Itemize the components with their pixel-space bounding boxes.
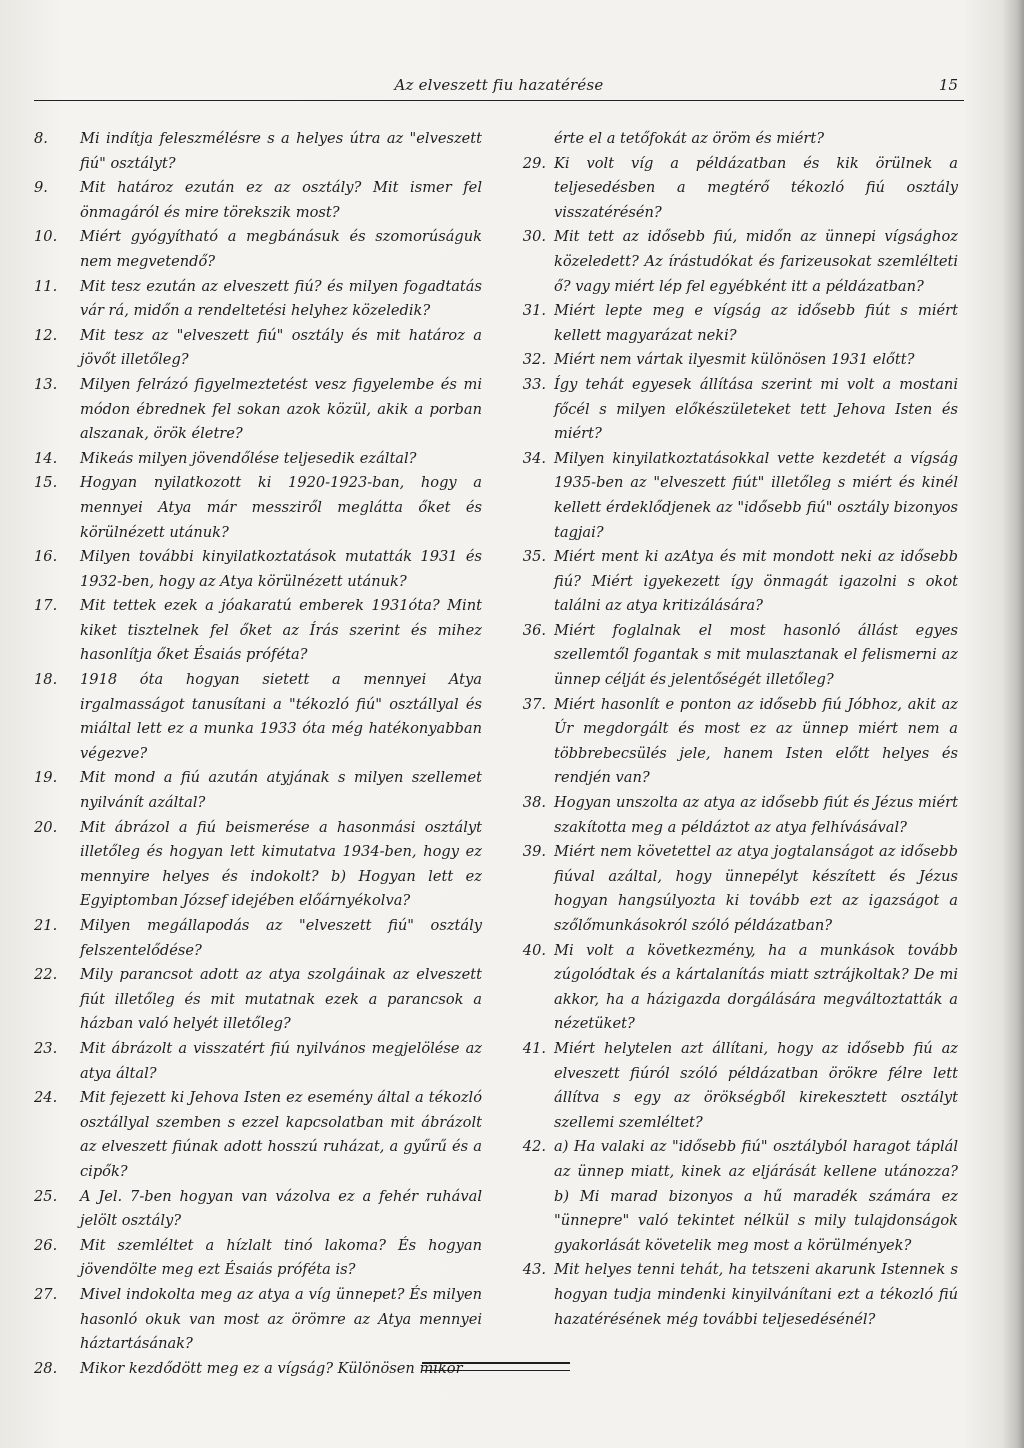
question-text: Mit mond a fiú azután atyjának s milyen szellemet nyilvánít azáltal? xyxy=(80,769,482,812)
question-item xyxy=(34,1357,482,1382)
question-item xyxy=(34,1185,482,1234)
question-item xyxy=(508,545,958,619)
question-text: A Jel. 7-ben hogyan van vázolva ez a fehér ruhával jelölt osztály? xyxy=(80,1187,482,1230)
question-item xyxy=(34,1037,482,1086)
question-item xyxy=(508,447,958,545)
question-number: 22. xyxy=(34,966,58,984)
question-number: 11. xyxy=(34,277,58,295)
question-text: Mit ábrázolt a visszatért fiú nyilvános megjelölése az atya által? xyxy=(80,1039,482,1082)
question-item xyxy=(34,176,482,225)
question-item xyxy=(508,791,958,840)
question-text: Mikeás milyen jövendőlése teljesedik ezáltal? xyxy=(80,449,417,467)
question-item xyxy=(34,373,482,447)
question-item xyxy=(34,1283,482,1357)
question-number: 37. xyxy=(522,695,546,713)
question-item xyxy=(508,939,958,1037)
question-text: Mit helyes tenni tehát, ha tetszeni akarunk Istennek s hogyan tudja mindenki kinyilvánítani ezt a tékozló fiú hazatérésének még további teljesedésénél? xyxy=(554,1261,958,1328)
question-item xyxy=(34,225,482,274)
question-item xyxy=(508,840,958,938)
question-text: Milyen kinyilatkoztatásokkal vette kezdetét a vígság 1935-ben az "elveszett fiút" illetőleg s miért és kinél kellett érdeklődjenek az "idősebb fiú" osztály bizonyos tagjai? xyxy=(554,449,958,541)
question-item xyxy=(508,152,958,226)
footer-rule xyxy=(422,1362,570,1371)
question-number: 15. xyxy=(34,474,58,492)
question-text: Mi volt a következmény, ha a munkások tovább zúgolódtak és a kártalanítás miatt sztrájkoltak? De mi akkor, ha a házigazda dorgálására megváltoztatták a nézetüket? xyxy=(554,941,958,1033)
right-column xyxy=(508,127,958,1332)
question-item xyxy=(34,275,482,324)
question-item xyxy=(34,766,482,815)
question-number: 42. xyxy=(522,1138,546,1156)
question-text: Mi indítja feleszmélésre s a helyes útra az "elveszett fiú" osztályt? xyxy=(80,130,482,172)
question-text: érte el a tetőfokát az öröm és miért? xyxy=(554,130,825,147)
question-item xyxy=(508,299,958,348)
question-number: 19. xyxy=(34,769,58,787)
question-item xyxy=(34,545,482,594)
question-number: 43. xyxy=(522,1261,546,1279)
question-text: Mit ábrázol a fiú beismerése a hasonmási osztályt illetőleg és hogyan lett kimutatva 1934-ben, hogy ez mennyire helyes és indokolt? b) Hogyan lett ez Egyiptomban József idejében előárnyékolva? xyxy=(80,818,482,910)
question-number: 29. xyxy=(522,154,546,172)
question-text: Mit tett az idősebb fiú, midőn az ünnepi vígsághoz közeledett? Az írástudókat és farizeusokat szemlélteti ő? vagy miért lép fel egyébként itt a példázatban? xyxy=(554,228,958,295)
question-number: 9. xyxy=(34,179,48,197)
question-text: Miért nem követettel az atya jogtalanságot az idősebb fiúval azáltal, hogy ünnepélyt készített és Jézus hogyan hangsúlyozta ki tovább ezt az igazságot a szőlőmunkásokról szóló példázatban? xyxy=(554,843,958,934)
left-column xyxy=(34,127,482,1381)
question-number: 24. xyxy=(34,1089,58,1107)
question-number: 34. xyxy=(522,449,546,467)
question-text: 1918 óta hogyan sietett a mennyei Atya irgalmasságot tanusítani a "tékozló fiú" osztállyal és miáltal lett ez a munka 1933 óta még hatékonyabban végezve? xyxy=(80,671,482,762)
question-text: Milyen további kinyilatkoztatások mutatták 1931 és 1932-ben, hogy az Atya körülnézett utánuk? xyxy=(80,548,482,590)
question-item xyxy=(34,963,482,1037)
question-item xyxy=(508,1258,958,1332)
question-text: Mily parancsot adott az atya szolgáinak az elveszett fiút illetőleg és mit mutatnak ezek a parancsok a házban való helyét illetőleg? xyxy=(80,966,482,1033)
question-number: 16. xyxy=(34,548,58,566)
question-text: Így tehát egyesek állítása szerint mi volt a mostani főcél s milyen előkészületeket tett Jehova Isten és miért? xyxy=(554,375,958,443)
question-number: 28. xyxy=(34,1359,58,1377)
question-item xyxy=(508,693,958,791)
question-text: Mit szemléltet a hízlalt tinó lakoma? És hogyan jövendölte meg ezt Ésaiás próféta is? xyxy=(80,1236,482,1279)
question-number: 20. xyxy=(34,818,58,836)
question-text: Hogyan unszolta az atya az idősebb fiút és Jézus miért szakította meg a példáztot az atya felhívásával? xyxy=(554,794,958,836)
question-item xyxy=(508,348,958,373)
question-number: 36. xyxy=(522,621,546,639)
question-item xyxy=(508,1037,958,1135)
question-item xyxy=(34,1086,482,1184)
question-text: Mikor kezdődött meg ez a vígság? Különösen mikor xyxy=(80,1359,463,1377)
page-edge-shadow xyxy=(1002,0,1024,1448)
question-number: 26. xyxy=(34,1236,58,1254)
question-item xyxy=(508,127,958,152)
question-number: 27. xyxy=(34,1285,58,1303)
question-number: 17. xyxy=(34,597,58,615)
question-number: 25. xyxy=(34,1187,58,1205)
question-item xyxy=(34,816,482,914)
question-text: Miért helytelen azt állítani, hogy az idősebb fiú az elveszett fiúról szóló példázatban örökre félre lett állítva s egy az örökségből kirekesztett osztályt szellemi szemléltet? xyxy=(554,1039,958,1131)
question-text: a) Ha valaki az "idősebb fiú" osztályból haragot táplál az ünnep miatt, kinek az eljárását kellene utánozza? b) Mi marad bizonyos a hű maradék számára ez "ünnepre" való tekintet nélkül s mily tulajdonságok gyakorlását követelik meg most a körülmények? xyxy=(554,1138,958,1254)
question-text: Milyen felrázó figyelmeztetést vesz figyelembe és mi módon ébrednek fel sokan azok közül, akik a porban alszanak, örök életre? xyxy=(80,375,482,443)
question-text: Milyen megállapodás az "elveszett fiú" osztály felszentelődése? xyxy=(80,917,482,959)
question-item xyxy=(34,668,482,766)
question-text: Hogyan nyilatkozott ki 1920-1923-ban, hogy a mennyei Atya már messziről meglátta őket és körülnézett utánuk? xyxy=(80,474,482,541)
question-number: 21. xyxy=(34,917,58,934)
question-text: Mit határoz ezután ez az osztály? Mit ismer fel önmagáról és mire törekszik most? xyxy=(80,179,482,221)
question-number: 10. xyxy=(34,228,58,246)
question-number: 12. xyxy=(34,326,58,344)
question-number: 30. xyxy=(522,228,546,246)
question-number: 18. xyxy=(34,671,58,689)
question-item xyxy=(34,914,482,963)
question-item xyxy=(34,324,482,373)
question-number: 41. xyxy=(522,1039,546,1057)
question-text: Miért ment ki azAtya és mit mondott neki az idősebb fiú? Miért igyekezett így önmagát igazolni s okot találni az atya kritizálására? xyxy=(554,548,958,615)
question-text: Miért foglalnak el most hasonló állást egyes szellemtől fogantak s mit mulasztanak el felismerni az ünnep célját és jelentőségét illetőleg? xyxy=(554,621,958,689)
question-text: Mit tesz az "elveszett fiú" osztály és mit határoz a jövőt illetőleg? xyxy=(80,326,482,369)
question-number: 40. xyxy=(522,941,546,959)
question-number: 35. xyxy=(522,548,546,566)
question-number: 38. xyxy=(522,794,546,812)
question-number: 33. xyxy=(522,375,546,393)
question-number: 8. xyxy=(34,130,48,147)
question-number: 32. xyxy=(522,351,546,369)
question-item xyxy=(34,127,482,176)
question-text: Mit fejezett ki Jehova Isten ez esemény által a tékozló osztállyal szemben s ezzel kapcsolatban mit ábrázolt az elveszett fiúnak adott hosszú ruházat, a gyűrű és a cipők? xyxy=(80,1089,482,1180)
question-text: Mivel indokolta meg az atya a víg ünnepet? És milyen hasonló okuk van most az örömre az Atya mennyei háztartásának? xyxy=(80,1285,482,1353)
question-number: 14. xyxy=(34,449,58,467)
question-text: Miért hasonlít e ponton az idősebb fiú Jóbhoz, akit az Úr megdorgált és most ez az ünnep miért nem a többrebecsülés jele, hanem Isten előtt helyes és rendjén van? xyxy=(554,695,958,787)
question-text: Miért gyógyítható a megbánásuk és szomorúságuk nem megvetendő? xyxy=(80,228,482,270)
question-item xyxy=(34,594,482,668)
question-text: Mit tesz ezután az elveszett fiú? és milyen fogadtatás vár rá, midőn a rendeltetési helyhez közeledik? xyxy=(80,277,482,320)
question-text: Miért lepte meg e vígság az idősebb fiút s miért kellett magyarázat neki? xyxy=(554,302,958,344)
question-number: 23. xyxy=(34,1039,58,1057)
question-item xyxy=(34,471,482,545)
page-header xyxy=(34,74,964,101)
question-item xyxy=(508,225,958,299)
question-item xyxy=(508,1135,958,1258)
question-item xyxy=(508,619,958,693)
question-number: 31. xyxy=(522,302,546,320)
running-title: Az elveszett fiu hazatérése xyxy=(394,76,604,94)
question-item xyxy=(508,373,958,447)
question-text: Miért nem vártak ilyesmit különösen 1931 előtt? xyxy=(554,351,915,369)
page-number: 15 xyxy=(938,76,958,94)
question-text: Ki volt víg a példázatban és kik örülnek a teljesedésben a megtérő tékozló fiú osztály visszatérésén? xyxy=(554,154,958,221)
question-item xyxy=(34,447,482,472)
question-number: 13. xyxy=(34,375,58,393)
question-text: Mit tettek ezek a jóakaratú emberek 1931óta? Mint kiket tisztelnek fel őket az Írás szerint és mihez hasonlítja őket Ésaiás próféta? xyxy=(80,597,482,664)
question-item xyxy=(34,1234,482,1283)
question-number: 39. xyxy=(522,843,546,861)
